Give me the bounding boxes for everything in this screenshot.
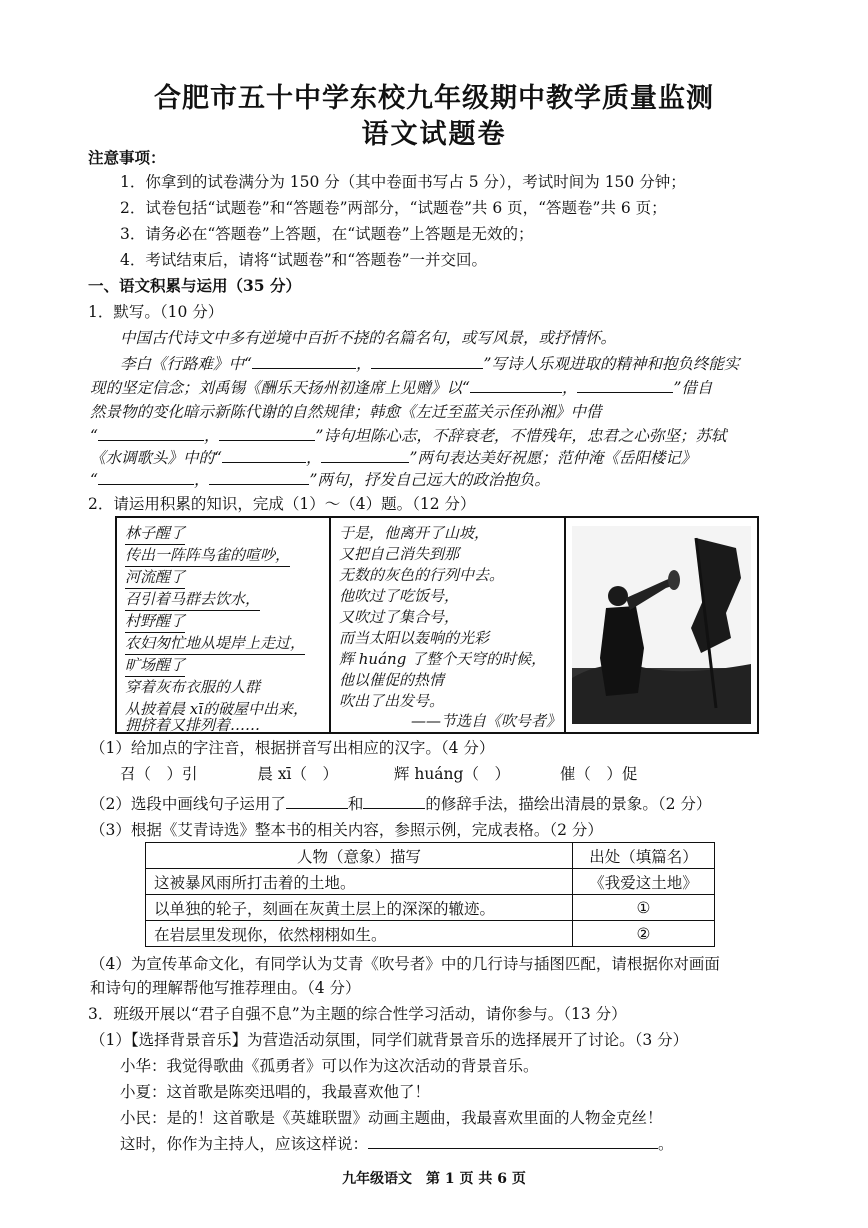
host-line: 这时，你作为主持人，应该这样说： 。 [120, 1132, 674, 1156]
pinyin-item[interactable]: 催（ ）促 [559, 765, 638, 783]
poem-line: 河流醒了 [125, 566, 185, 589]
poem-line: 穿着灰布衣服的人群 [125, 678, 261, 696]
answer-blank[interactable] [321, 446, 409, 463]
exam-title: 合肥市五十中学东校九年级期中教学质量监测 [154, 83, 714, 114]
answer-blank[interactable] [368, 1132, 658, 1149]
poem-line: 召引着马群去饮水， [125, 588, 260, 611]
q3-sub1: （1）【选择背景音乐】为营造活动氛围，同学们就背景音乐的选择展开了讨论。（3 分） [90, 1031, 689, 1049]
poem-line: 辉 huáng 了整个天穹的时候， [339, 650, 547, 668]
notice-item: 4．考试结束后，请将“试题卷”和“答题卷”一并交回。 [120, 251, 488, 269]
poem-line: 村野醒了 [125, 610, 185, 633]
q3-heading: 3．班级开展以“君子自强不息”为主题的综合性学习活动，请你参与。（13 分） [88, 1005, 627, 1023]
table-cell: 这被暴风雨所打击着的土地。 [146, 869, 573, 895]
poem-column-left [117, 518, 331, 732]
table-header-row [146, 843, 715, 869]
table-cell[interactable]: ② [573, 921, 715, 947]
table-cell: 在岩层里发现你，依然栩栩如生。 [146, 921, 573, 947]
answer-blank[interactable] [252, 352, 356, 369]
poem-line: 又吹过了集合号， [339, 608, 460, 626]
q2-sub3: （3）根据《艾青诗选》整本书的相关内容，参照示例，完成表格。（2 分） [90, 821, 603, 839]
notice-item: 1．你拿到的试卷满分为 150 分（其中卷面书写占 5 分），考试时间为 150 分钟； [120, 173, 686, 191]
table-cell[interactable]: ① [573, 895, 715, 921]
table-row [146, 869, 715, 895]
q2-heading: 2．请运用积累的知识，完成（1）～（4）题。（12 分） [88, 495, 476, 513]
poem-source: ——节选自《吹号者》 [411, 712, 562, 730]
poem-line: 于是，他离开了山坡， [339, 524, 490, 542]
q1-line: “ ， ”两句，抒发自己远大的政治抱负。 [90, 468, 550, 492]
poem-line: 传出一阵阵鸟雀的喧吵， [125, 544, 290, 567]
table-row [146, 895, 715, 921]
pinyin-row [120, 762, 637, 786]
answer-blank[interactable] [98, 424, 204, 441]
q1-line: “ ， ”诗句坦陈心志，不辞衰老，不惜残年，忠君之心弥坚；苏轼 [90, 424, 726, 448]
poem-line: 旷场醒了 [125, 654, 185, 677]
poem-line: 他吹过了吃饭号， [339, 587, 460, 605]
poem-line: 又把自己消失到那 [339, 545, 460, 563]
dialog-line: 小民：是的！这首歌是《英雄联盟》动画主题曲，我最喜欢里面的人物金克丝！ [120, 1109, 663, 1127]
page-footer: 九年级语文 第 1 页 共 6 页 [342, 1171, 526, 1187]
answer-blank[interactable] [363, 792, 425, 809]
q1-heading: 1．默写。（10 分） [88, 303, 224, 321]
answer-blank[interactable] [222, 446, 306, 463]
q1-line: 《水调歌头》中的“ ， ”两句表达美好祝愿；范仲淹《岳阳楼记》 [90, 446, 696, 470]
q1-line: 现的坚定信念；刘禹锡《酬乐天扬州初逢席上见赠》以“ ， ”借自 [90, 376, 712, 400]
answer-blank[interactable] [470, 376, 562, 393]
table-row [146, 921, 715, 947]
exam-subtitle: 语文试题卷 [361, 119, 507, 150]
answer-blank[interactable] [577, 376, 673, 393]
table-header: 人物（意象）描写 [146, 843, 573, 869]
q1-line: 然景物的变化暗示新陈代谢的自然规律；韩愈《左迁至蓝关示侄孙湘》中借 [90, 403, 602, 421]
pinyin-item[interactable]: 召（ ）引 [120, 765, 198, 783]
pinyin-item[interactable]: 晨 xī（ ） [257, 765, 339, 783]
poem-line: 而当太阳以轰响的光彩 [339, 629, 490, 647]
q1-intro: 中国古代诗文中多有逆境中百折不挠的名篇名句，或写风景，或抒情怀。 [120, 329, 617, 347]
dialog-line: 小华：我觉得歌曲《孤勇者》可以作为这次活动的背景音乐。 [120, 1057, 539, 1075]
poem-line: 拥挤着又排列着…… [125, 716, 261, 734]
poem-line: 无数的灰色的行列中去。 [339, 566, 505, 584]
bugler-illustration [566, 518, 757, 732]
table-header: 出处（填篇名） [573, 843, 715, 869]
poem-line: 他以催促的热情 [339, 671, 445, 689]
notice-heading: 注意事项： [88, 148, 166, 167]
poem-column-right [331, 518, 566, 732]
table-cell: 《我爱这土地》 [573, 869, 715, 895]
notice-item: 2．试卷包括“试题卷”和“答题卷”两部分，“试题卷”共 6 页，“答题卷”共 6 页； [120, 199, 667, 217]
table-cell: 以单独的轮子，刻画在灰黄土层上的深深的辙迹。 [146, 895, 573, 921]
poem-line: 林子醒了 [125, 522, 185, 545]
section-heading: 一、语文积累与运用（35 分） [88, 276, 301, 295]
answer-blank[interactable] [209, 468, 309, 485]
q2-sub2: （2）选段中画线句子运用了 和 的修辞手法，描绘出清晨的景象。（2 分） [90, 792, 711, 816]
answer-blank[interactable] [98, 468, 194, 485]
dialog-line: 小夏：这首歌是陈奕迅唱的，我最喜欢他了！ [120, 1083, 431, 1101]
q2-sub1: （1）给加点的字注音，根据拼音写出相应的汉字。（4 分） [90, 739, 495, 757]
poem-box [115, 516, 759, 734]
poem-line: 农妇匆忙地从堤岸上走过， [125, 632, 305, 655]
answer-blank[interactable] [371, 352, 483, 369]
poetry-table [145, 842, 715, 947]
pinyin-item[interactable]: 辉 huáng（ ） [393, 765, 510, 783]
poem-line: 吹出了出发号。 [339, 692, 445, 710]
answer-blank[interactable] [286, 792, 348, 809]
notice-item: 3．请务必在“答题卷”上答题，在“试题卷”上答题是无效的； [120, 225, 534, 243]
q2-sub4: 和诗句的理解帮他写推荐理由。（4 分） [90, 979, 361, 997]
q2-sub4: （4）为宣传革命文化，有同学认为艾青《吹号者》中的几行诗与插图匹配，请根据你对画面 [90, 955, 720, 973]
bugler-image [566, 518, 757, 732]
q1-line: 李白《行路难》中“ ， ”写诗人乐观进取的精神和抱负终能实 [120, 352, 739, 376]
poem-line: 从披着晨 xī的破屋中出来， [125, 700, 309, 718]
answer-blank[interactable] [219, 424, 315, 441]
